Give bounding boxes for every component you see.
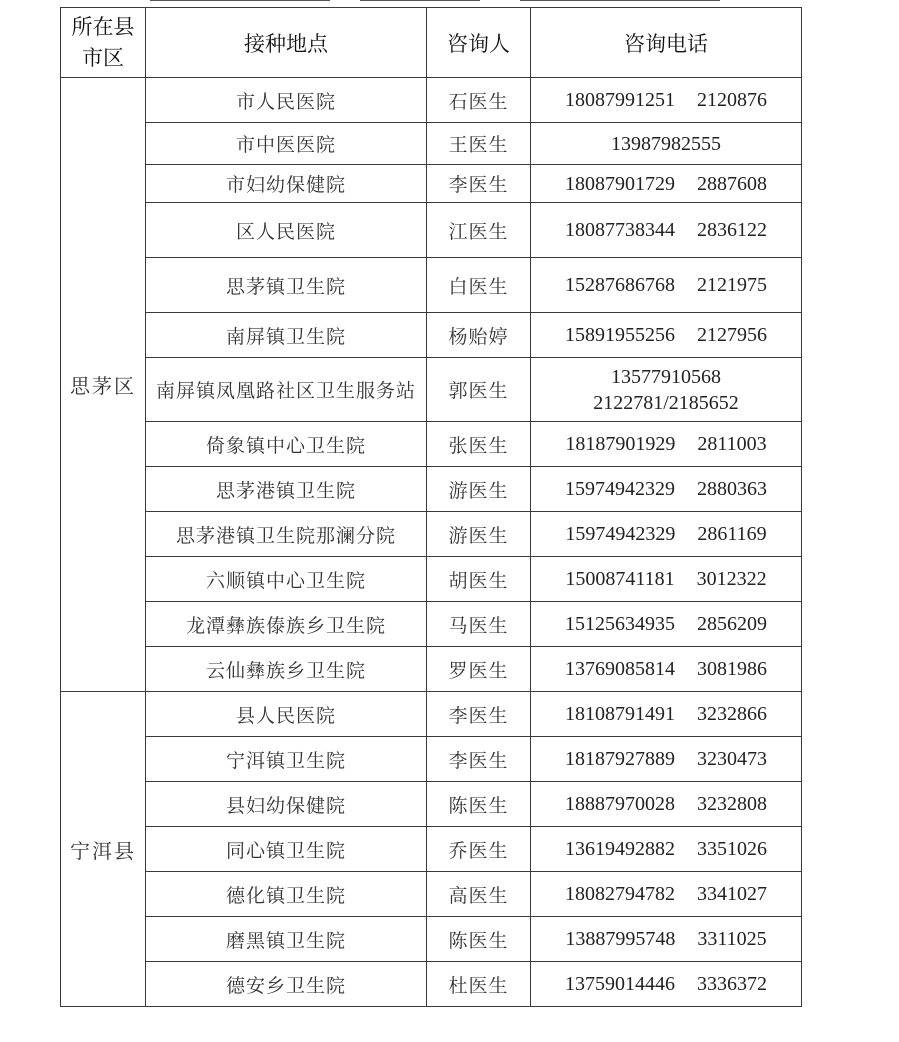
site-cell: 市妇幼保健院 [146, 165, 427, 203]
mobile-number: 15287686768 [565, 274, 675, 296]
mobile-number: 15125634935 [565, 613, 675, 635]
phone-cell [531, 258, 802, 313]
contact-cell: 李医生 [427, 165, 531, 203]
landline-number: 3081986 [697, 658, 767, 680]
phone-cell [531, 422, 802, 467]
contact-cell: 石医生 [427, 78, 531, 123]
contact-cell: 郭医生 [427, 358, 531, 422]
site-cell: 南屏镇卫生院 [146, 313, 427, 358]
table-row [61, 203, 802, 258]
phone-cell [531, 203, 802, 258]
table-row [61, 422, 802, 467]
contact-cell: 张医生 [427, 422, 531, 467]
landline-number: 2861169 [697, 523, 767, 545]
mobile-number: 15008741181 [565, 568, 675, 590]
mobile-number: 13987982555 [611, 132, 721, 155]
table-row [61, 782, 802, 827]
site-cell: 县人民医院 [146, 692, 427, 737]
site-cell: 云仙彝族乡卫生院 [146, 647, 427, 692]
phone-cell [531, 872, 802, 917]
contact-cell: 游医生 [427, 467, 531, 512]
phone-cell [531, 647, 802, 692]
mobile-number: 18082794782 [565, 883, 675, 905]
landline-number: 2887608 [697, 172, 767, 195]
site-cell: 市人民医院 [146, 78, 427, 123]
site-cell: 南屏镇凤凰路社区卫生服务站 [146, 358, 427, 422]
site-cell: 龙潭彝族傣族乡卫生院 [146, 602, 427, 647]
contact-cell: 高医生 [427, 872, 531, 917]
phone-cell [531, 358, 802, 422]
phone-cell [531, 737, 802, 782]
contact-cell: 杨贻婷 [427, 313, 531, 358]
mobile-number: 18187927889 [565, 748, 675, 770]
mobile-number: 15974942329 [565, 523, 676, 545]
table-row [61, 872, 802, 917]
county-cell: 思茅区 [61, 78, 146, 692]
contact-cell: 罗医生 [427, 647, 531, 692]
mobile-number: 18087738344 [565, 219, 675, 241]
landline-number: 3311025 [697, 928, 767, 950]
mobile-number: 18887970028 [565, 793, 675, 815]
contact-cell: 陈医生 [427, 917, 531, 962]
phone-cell [531, 962, 802, 1007]
table-row [61, 78, 802, 123]
landline-number: 2120876 [697, 89, 767, 111]
landline-number: 3341027 [697, 883, 767, 905]
header-county [61, 8, 146, 78]
landline-number: 2856209 [697, 613, 767, 635]
mobile-number: 15891955256 [565, 324, 675, 346]
contact-cell: 陈医生 [427, 782, 531, 827]
mobile-number: 13759014446 [565, 973, 675, 995]
landline-number: 2836122 [697, 219, 767, 241]
table-row [61, 258, 802, 313]
site-cell: 磨黑镇卫生院 [146, 917, 427, 962]
phone-cell [531, 512, 802, 557]
phone-cell [531, 165, 802, 203]
phone-cell [531, 557, 802, 602]
contact-cell: 李医生 [427, 692, 531, 737]
contact-cell: 杜医生 [427, 962, 531, 1007]
contact-cell: 乔医生 [427, 827, 531, 872]
phone-cell [531, 123, 802, 165]
header-phone: 咨询电话 [531, 8, 802, 78]
header-county-line2: 市区 [82, 45, 124, 70]
table-header-row [61, 8, 802, 78]
site-cell: 六顺镇中心卫生院 [146, 557, 427, 602]
landline-number: 3230473 [697, 748, 767, 770]
table-row [61, 123, 802, 165]
phone-cell [531, 692, 802, 737]
table-row [61, 467, 802, 512]
landline-number: 3351026 [697, 838, 767, 860]
contact-cell: 李医生 [427, 737, 531, 782]
phone-cell [531, 917, 802, 962]
mobile-number: 18108791491 [565, 703, 675, 725]
landline-number: 2127956 [697, 324, 767, 346]
header-contact: 咨询人 [427, 8, 531, 78]
landline-number: 3232808 [697, 793, 767, 815]
site-cell: 倚象镇中心卫生院 [146, 422, 427, 467]
site-cell: 思茅镇卫生院 [146, 258, 427, 313]
landline-number: 3232866 [697, 703, 767, 725]
header-county-line1: 所在县 [71, 14, 135, 39]
contact-cell: 白医生 [427, 258, 531, 313]
table-row [61, 692, 802, 737]
table-row [61, 313, 802, 358]
mobile-number: 13577910568 [611, 365, 721, 388]
site-cell: 县妇幼保健院 [146, 782, 427, 827]
table-row [61, 962, 802, 1007]
mobile-number: 13887995748 [565, 928, 676, 950]
site-cell: 市中医医院 [146, 123, 427, 165]
mobile-number: 15974942329 [565, 478, 675, 500]
header-site: 接种地点 [146, 8, 427, 78]
table-row [61, 647, 802, 692]
site-cell: 同心镇卫生院 [146, 827, 427, 872]
mobile-number: 18087991251 [565, 89, 675, 111]
landline-number: 2880363 [697, 478, 767, 500]
contact-cell: 江医生 [427, 203, 531, 258]
table-row [61, 512, 802, 557]
contact-cell: 胡医生 [427, 557, 531, 602]
mobile-number: 18187901929 [565, 433, 676, 455]
site-cell: 宁洱镇卫生院 [146, 737, 427, 782]
table-body [61, 78, 802, 1007]
contact-cell: 王医生 [427, 123, 531, 165]
phone-cell [531, 602, 802, 647]
table-row [61, 737, 802, 782]
landline-number: 3336372 [697, 973, 767, 995]
table-row [61, 358, 802, 422]
mobile-number: 18087901729 [565, 172, 675, 195]
county-cell: 宁洱县 [61, 692, 146, 1007]
landline-number: 2121975 [697, 274, 767, 296]
table-row [61, 827, 802, 872]
phone-cell [531, 827, 802, 872]
phone-cell [531, 467, 802, 512]
phone-cell [531, 313, 802, 358]
table-row [61, 917, 802, 962]
landline-number: 2811003 [697, 433, 767, 455]
site-cell: 思茅港镇卫生院那澜分院 [146, 512, 427, 557]
site-cell: 德化镇卫生院 [146, 872, 427, 917]
mobile-number: 13619492882 [565, 838, 675, 860]
table-row [61, 165, 802, 203]
phone-cell [531, 782, 802, 827]
site-cell: 思茅港镇卫生院 [146, 467, 427, 512]
landline-number: 3012322 [696, 568, 767, 590]
contact-cell: 游医生 [427, 512, 531, 557]
cropped-text-strip [0, 0, 899, 6]
landline-number: 2122781/2185652 [593, 391, 739, 414]
phone-cell [531, 78, 802, 123]
mobile-number: 13769085814 [565, 658, 675, 680]
site-cell: 德安乡卫生院 [146, 962, 427, 1007]
table-row [61, 557, 802, 602]
contact-cell: 马医生 [427, 602, 531, 647]
site-cell: 区人民医院 [146, 203, 427, 258]
table-row [61, 602, 802, 647]
vaccination-site-table [60, 7, 802, 1007]
